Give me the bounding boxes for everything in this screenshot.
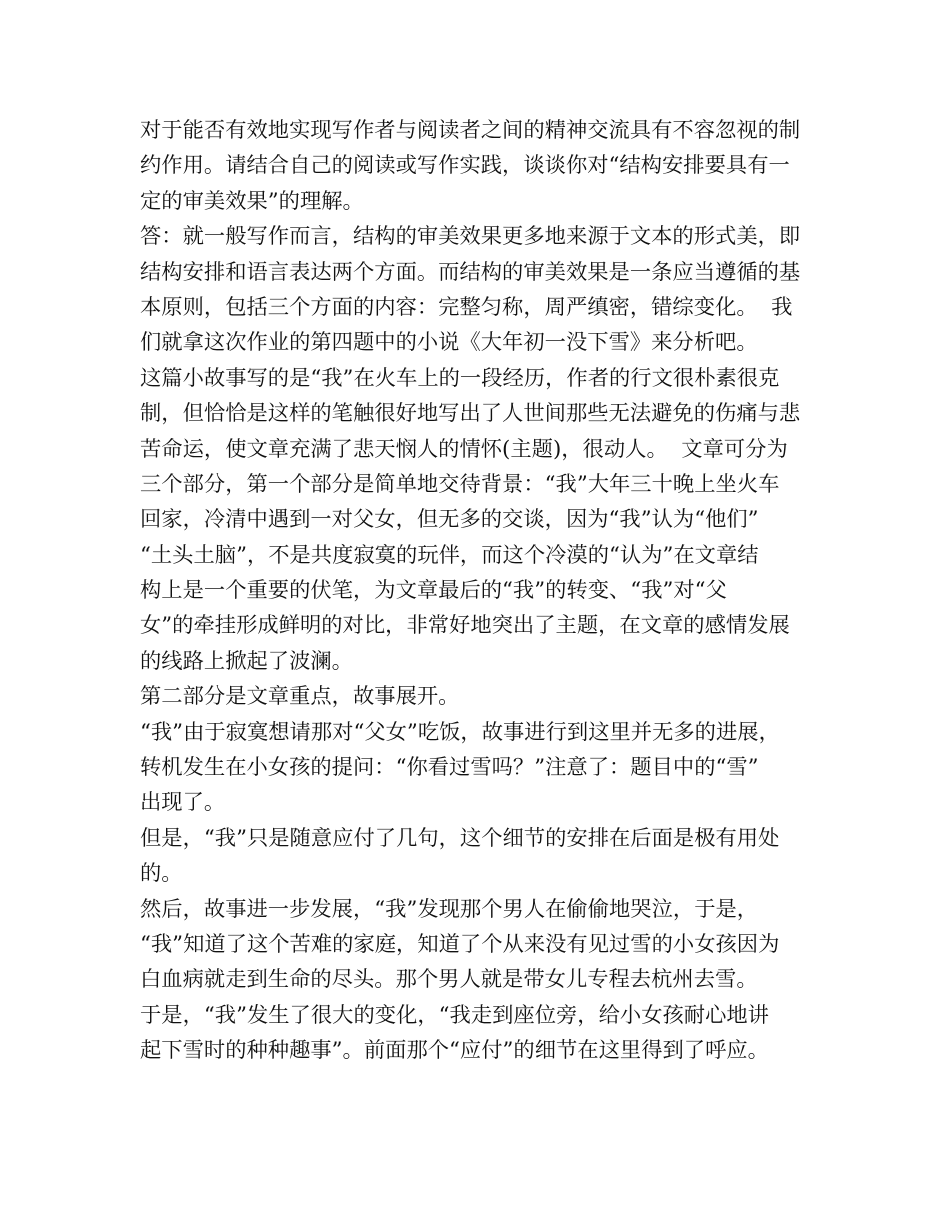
text-line: 的线路上掀起了波澜。	[140, 648, 353, 674]
text-line: 约作用。请结合自己的阅读或写作实践，谈谈你对“结构安排要具有一	[140, 153, 790, 179]
text-line: 白血病就走到生命的尽头。那个男人就是带女儿专程去杭州去雪。	[140, 967, 758, 993]
text-line: 这篇小故事写的是“我”在火车上的一段经历，作者的行文很朴素很克	[140, 365, 780, 391]
text-line: 对于能否有效地实现写作者与阅读者之间的精神交流具有不容忽视的制	[140, 118, 801, 143]
text-line: 构上是一个重要的伏笔，为文章最后的“我”的转变、“我”对“父	[140, 578, 727, 604]
text-line: 然后，故事进一步发展，“我”发现那个男人在偷偷地哭泣，于是，	[140, 896, 759, 922]
text-line: 的。	[140, 861, 183, 887]
text-line: 转机发生在小女孩的提问：“你看过雪吗？”注意了：题目中的“雪”	[140, 755, 759, 781]
text-line: 但是，“我”只是随意应付了几句，这个细节的安排在后面是极有用处	[140, 825, 780, 851]
text-line: 苦命运，使文章充满了悲天悯人的情怀(主题)，很动人。 文章可分为	[140, 436, 788, 462]
text-line: 第二部分是文章重点，故事展开。	[140, 684, 460, 710]
text-line: 于是，“我”发生了很大的变化，“我走到座位旁，给小女孩耐心地讲	[140, 1002, 769, 1028]
text-line: 结构安排和语言表达两个方面。而结构的审美效果是一条应当遵循的基	[140, 259, 801, 285]
text-line: 出现了。	[140, 790, 226, 816]
text-line: 本原则，包括三个方面的内容：完整匀称，周严缜密，错综变化。 我	[140, 294, 793, 320]
text-line: 定的审美效果”的理解。	[140, 188, 364, 214]
text-line: “土头土脑”，不是共度寂寞的玩伴，而这个冷漠的“认为”在文章结	[140, 542, 759, 568]
text-line: 三个部分，第一个部分是简单地交待背景：“我”大年三十晚上坐火车	[140, 471, 780, 497]
text-line: 回家，冷清中遇到一对父女，但无多的交谈，因为“我”认为“他们”	[140, 507, 759, 533]
text-line: “我”知道了这个苦难的家庭，知道了个从来没有见过雪的小女孩因为	[140, 931, 780, 957]
text-line: 制，但恰恰是这样的笔触很好地写出了人世间那些无法避免的伤痛与悲	[140, 401, 801, 427]
text-line: 女”的牵挂形成鲜明的对比，非常好地突出了主题，在文章的感情发展	[140, 613, 790, 639]
text-line: 答：就一般写作而言，结构的审美效果更多地来源于文本的形式美，即	[140, 224, 801, 250]
text-line: 起下雪时的种种趣事”。前面那个“应付”的细节在这里得到了呼应。	[140, 1038, 769, 1064]
document-body	[140, 113, 830, 1069]
text-line: “我”由于寂寞想请那对“父女”吃饭，故事进行到这里并无多的进展，	[140, 719, 780, 745]
text-line: 们就拿这次作业的第四题中的小说《大年初一没下雪》来分析吧。	[140, 330, 758, 356]
